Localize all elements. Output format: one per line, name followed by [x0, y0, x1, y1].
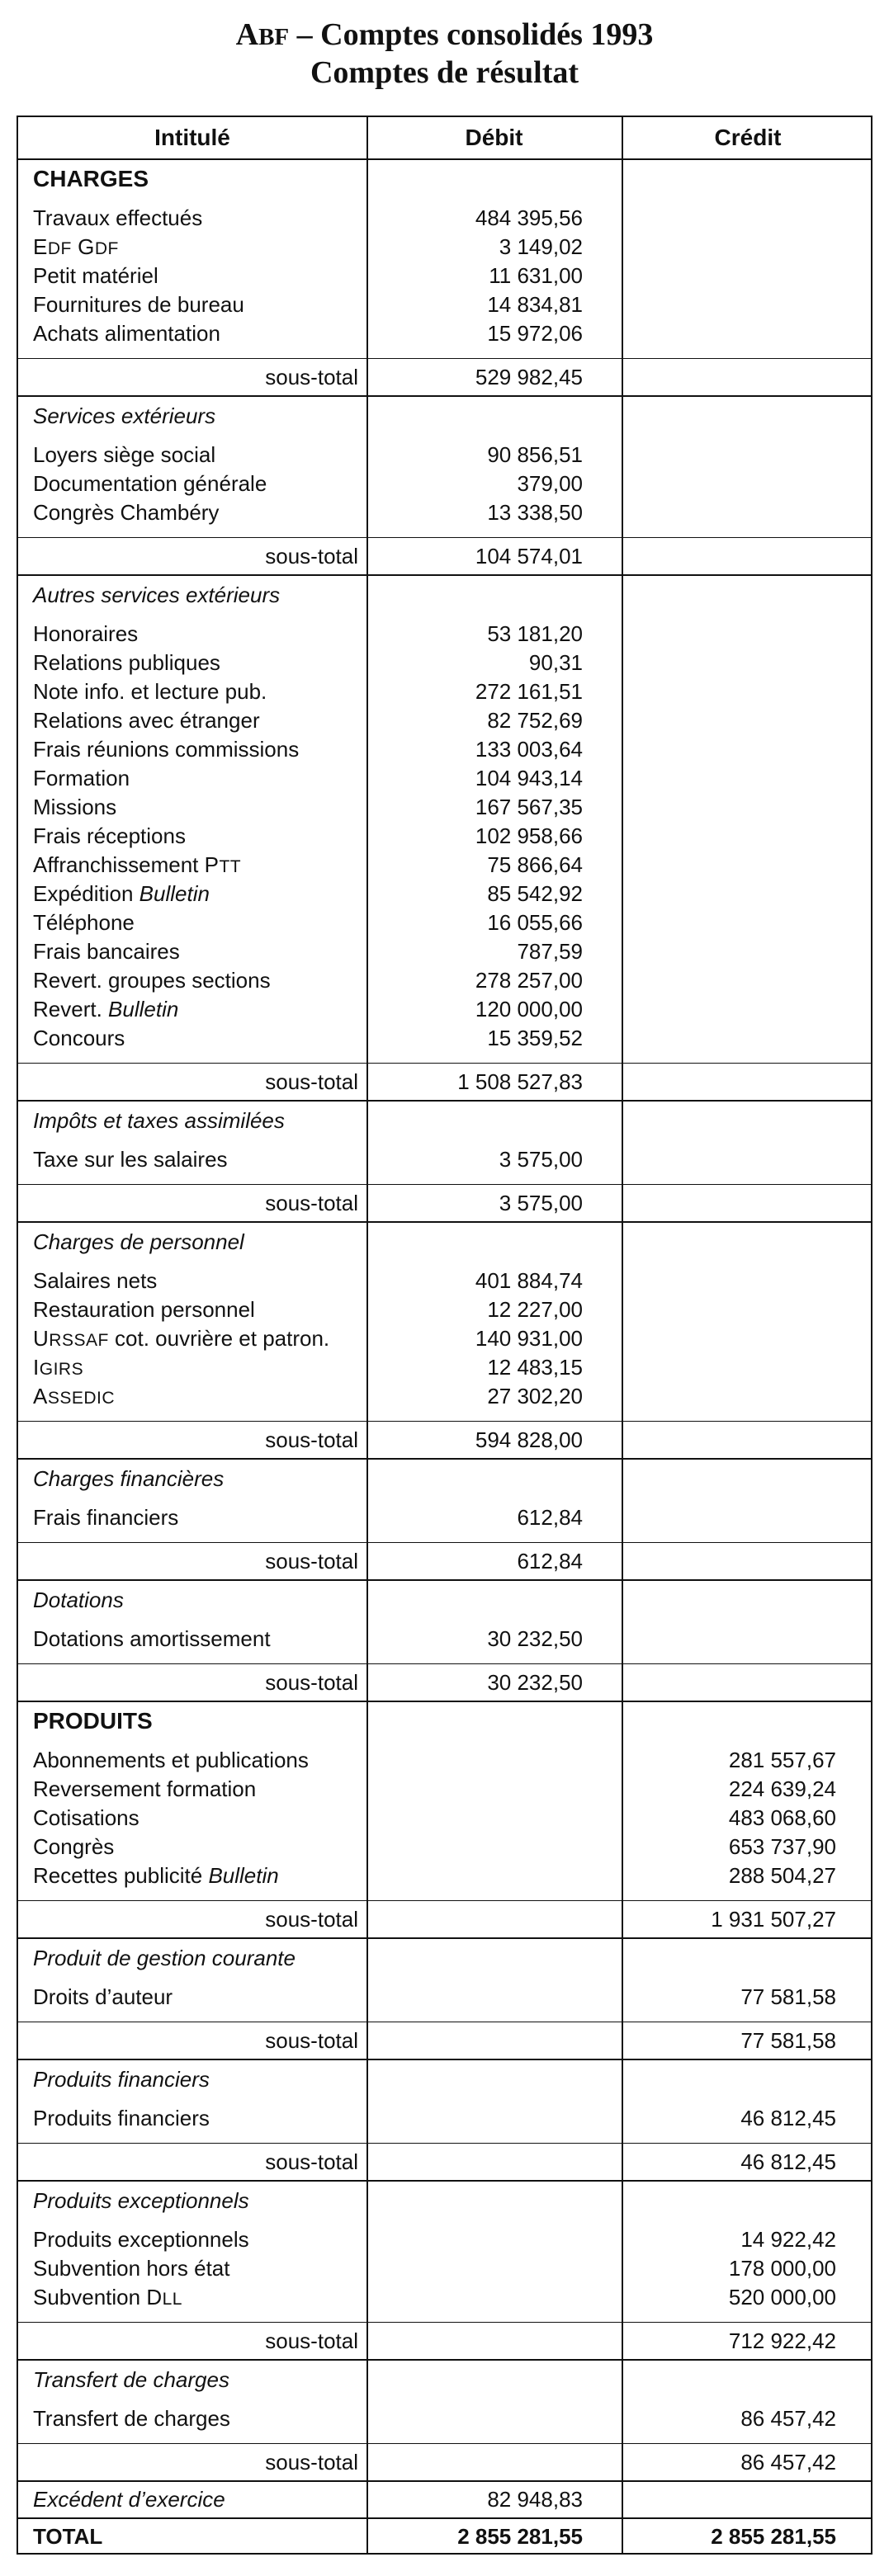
line-item-amount: 104 943,14: [475, 766, 583, 790]
line-item-label: IGIRS: [33, 1355, 84, 1380]
row-divider: [18, 395, 871, 397]
line-item-amount: 288 504,27: [728, 1863, 836, 1888]
line-item-amount: 82 752,69: [487, 708, 583, 733]
line-item-amount: 46 812,45: [740, 2106, 836, 2130]
subsection-heading: Transfert de charges: [33, 2367, 229, 2392]
line-item-amount: 15 972,06: [487, 321, 583, 346]
subtotal-label: sous-total: [265, 2028, 358, 2053]
line-item-amount: 612,84: [517, 1505, 583, 1530]
subtotal-amount: 1 931 507,27: [711, 1907, 836, 1932]
line-item-label: Fournitures de bureau: [33, 292, 244, 317]
line-item-label: Documentation générale: [33, 471, 267, 496]
row-divider: [18, 2443, 871, 2444]
row-divider: [18, 1663, 871, 1664]
row-divider: [18, 1063, 871, 1064]
line-item-label: Expédition Bulletin: [33, 881, 210, 906]
subtotal-label: sous-total: [265, 2450, 358, 2475]
row-divider: [18, 1421, 871, 1422]
line-item-amount: 281 557,67: [728, 1748, 836, 1772]
row-divider: [18, 2322, 871, 2323]
line-item-label: Produits exceptionnels: [33, 2227, 249, 2252]
row-divider: [18, 1579, 871, 1581]
line-item-amount: 133 003,64: [475, 737, 583, 762]
subtotal-label: sous-total: [265, 1670, 358, 1695]
subsection-heading: Dotations: [33, 1588, 124, 1612]
line-item-amount: 3 575,00: [499, 1147, 583, 1172]
line-item-amount: 178 000,00: [728, 2256, 836, 2281]
line-item-amount: 14 834,81: [487, 292, 583, 317]
subtotal-amount: 3 575,00: [499, 1191, 583, 1215]
line-item-label: Frais réceptions: [33, 823, 186, 848]
row-divider: [18, 1458, 871, 1460]
line-item-amount: 90 856,51: [487, 442, 583, 467]
line-item-label: Affranchissement PTT: [33, 852, 242, 877]
subtotal-amount: 612,84: [517, 1549, 583, 1573]
line-item-amount: 16 055,66: [487, 910, 583, 935]
line-item-label: Concours: [33, 1026, 125, 1050]
line-item-amount: 75 866,64: [487, 852, 583, 877]
line-item-amount: 278 257,00: [475, 968, 583, 993]
subtotal-label: sous-total: [265, 2328, 358, 2353]
row-divider: [18, 158, 871, 160]
income-statement-table: [17, 116, 872, 2555]
subtotal-label: sous-total: [265, 2149, 358, 2174]
line-item-amount: 30 232,50: [487, 1626, 583, 1651]
subtotal-amount: 594 828,00: [475, 1427, 583, 1452]
row-divider: [18, 1542, 871, 1543]
line-item-label: Droits d’auteur: [33, 1984, 173, 2009]
line-item-amount: 120 000,00: [475, 997, 583, 1021]
document-title: ABF – Comptes consolidés 1993: [235, 17, 654, 52]
line-item-label: Salaires nets: [33, 1268, 158, 1293]
line-item-label: Taxe sur les salaires: [33, 1147, 228, 1172]
total-debit: 2 855 281,55: [457, 2524, 583, 2549]
line-item-amount: 401 884,74: [475, 1268, 583, 1293]
line-item-label: Recettes publicité Bulletin: [33, 1863, 279, 1888]
line-item-label: EDF GDF: [33, 234, 119, 259]
line-item-amount: 12 227,00: [487, 1297, 583, 1322]
subtotal-label: sous-total: [265, 1191, 358, 1215]
line-item-amount: 11 631,00: [489, 263, 583, 288]
subsection-heading: Produits exceptionnels: [33, 2188, 249, 2213]
line-item-amount: 787,59: [517, 939, 583, 964]
total-label: TOTAL: [33, 2524, 103, 2549]
line-item-label: Formation: [33, 766, 130, 790]
row-divider: [18, 1937, 871, 1939]
row-divider: [18, 2143, 871, 2144]
line-item-amount: 653 737,90: [728, 1834, 836, 1859]
line-item-amount: 14 922,42: [740, 2227, 836, 2252]
excedent-label: Excédent d’exercice: [33, 2487, 225, 2512]
line-item-label: Travaux effectués: [33, 205, 203, 230]
line-item-label: Congrès: [33, 1834, 115, 1859]
row-divider: [18, 537, 871, 538]
subtotal-label: sous-total: [265, 365, 358, 389]
line-item-amount: 77 581,58: [740, 1984, 836, 2009]
line-item-label: Achats alimentation: [33, 321, 220, 346]
subtotal-amount: 77 581,58: [740, 2028, 836, 2053]
line-item-label: Dotations amortissement: [33, 1626, 271, 1651]
row-divider: [18, 1701, 871, 1702]
line-item-label: Cotisations: [33, 1805, 139, 1830]
line-item-label: Frais financiers: [33, 1505, 179, 1530]
subtotal-amount: 1 508 527,83: [457, 1069, 583, 1094]
line-item-label: Missions: [33, 795, 117, 819]
line-item-label: Téléphone: [33, 910, 135, 935]
row-divider: [18, 2517, 871, 2519]
subtotal-amount: 30 232,50: [487, 1670, 583, 1695]
column-divider-credit: [622, 117, 623, 2553]
subtotal-label: sous-total: [265, 1549, 358, 1573]
line-item-label: Abonnements et publications: [33, 1748, 309, 1772]
subsection-heading: Services extérieurs: [33, 403, 216, 428]
subtotal-amount: 712 922,42: [728, 2328, 836, 2353]
subtotal-amount: 86 457,42: [740, 2450, 836, 2475]
line-item-label: Revert. Bulletin: [33, 997, 179, 1021]
row-divider: [18, 1100, 871, 1102]
total-credit: 2 855 281,55: [711, 2524, 836, 2549]
subsection-heading: Charges financières: [33, 1466, 225, 1491]
line-item-amount: 102 958,66: [475, 823, 583, 848]
line-item-label: Subvention hors état: [33, 2256, 230, 2281]
line-item-label: Subvention DLL: [33, 2285, 182, 2309]
line-item-label: Honoraires: [33, 621, 139, 646]
line-item-amount: 12 483,15: [487, 1355, 583, 1380]
subsection-heading: Produits financiers: [33, 2067, 210, 2092]
row-divider: [18, 574, 871, 576]
line-item-label: ASSEDIC: [33, 1384, 116, 1408]
row-divider: [18, 1900, 871, 1901]
row-divider: [18, 2059, 871, 2060]
line-item-label: Relations publiques: [33, 650, 220, 675]
subtotal-label: sous-total: [265, 544, 358, 569]
line-item-amount: 484 395,56: [475, 205, 583, 230]
line-item-amount: 86 457,42: [740, 2406, 836, 2431]
line-item-amount: 379,00: [517, 471, 583, 496]
line-item-amount: 15 359,52: [487, 1026, 583, 1050]
line-item-amount: 53 181,20: [487, 621, 583, 646]
document-subtitle: Comptes de résultat: [310, 55, 579, 90]
line-item-label: Frais réunions commissions: [33, 737, 300, 762]
line-item-label: Frais bancaires: [33, 939, 180, 964]
subtotal-label: sous-total: [265, 1907, 358, 1932]
line-item-amount: 224 639,24: [728, 1776, 836, 1801]
row-divider: [18, 2180, 871, 2182]
line-item-label: Note info. et lecture pub.: [33, 679, 267, 704]
column-header-debit: Débit: [465, 125, 523, 150]
line-item-amount: 483 068,60: [728, 1805, 836, 1830]
line-item-label: Congrès Chambéry: [33, 500, 220, 525]
subsection-heading: Autres services extérieurs: [33, 583, 281, 607]
column-header-intitule: Intitulé: [154, 125, 230, 150]
row-divider: [18, 358, 871, 359]
column-header-credit: Crédit: [714, 125, 782, 150]
row-divider: [18, 1184, 871, 1185]
section-heading: PRODUITS: [33, 1708, 153, 1734]
line-item-label: Transfert de charges: [33, 2406, 230, 2431]
row-divider: [18, 2359, 871, 2361]
line-item-label: Produits financiers: [33, 2106, 210, 2130]
subtotal-label: sous-total: [265, 1427, 358, 1452]
line-item-label: URSSAF cot. ouvrière et patron.: [33, 1326, 330, 1351]
section-heading: CHARGES: [33, 166, 149, 191]
line-item-label: Loyers siège social: [33, 442, 216, 467]
subsection-heading: Produit de gestion courante: [33, 1946, 296, 1970]
line-item-label: Revert. groupes sections: [33, 968, 271, 993]
line-item-amount: 13 338,50: [487, 500, 583, 525]
row-divider: [18, 2480, 871, 2482]
row-divider: [18, 1221, 871, 1223]
excedent-amount: 82 948,83: [487, 2487, 583, 2512]
subtotal-amount: 104 574,01: [475, 544, 583, 569]
line-item-amount: 3 149,02: [499, 234, 583, 259]
subsection-heading: Charges de personnel: [33, 1229, 244, 1254]
line-item-amount: 90,31: [528, 650, 583, 675]
line-item-label: Reversement formation: [33, 1776, 257, 1801]
line-item-label: Petit matériel: [33, 263, 158, 288]
line-item-label: Restauration personnel: [33, 1297, 255, 1322]
subtotal-amount: 46 812,45: [740, 2149, 836, 2174]
line-item-amount: 27 302,20: [487, 1384, 583, 1408]
line-item-amount: 140 931,00: [475, 1326, 583, 1351]
line-item-amount: 272 161,51: [475, 679, 583, 704]
subsection-heading: Impôts et taxes assimilées: [33, 1108, 285, 1133]
subtotal-amount: 529 982,45: [475, 365, 583, 389]
line-item-amount: 167 567,35: [475, 795, 583, 819]
line-item-label: Relations avec étranger: [33, 708, 260, 733]
line-item-amount: 520 000,00: [728, 2285, 836, 2309]
line-item-amount: 85 542,92: [487, 881, 583, 906]
subtotal-label: sous-total: [265, 1069, 358, 1094]
